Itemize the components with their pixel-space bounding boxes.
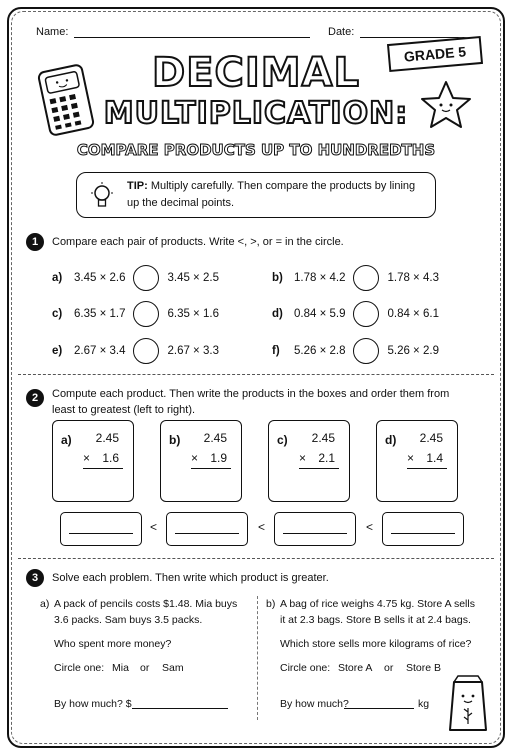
- left-expression: 6.35 × 1.7: [74, 308, 126, 320]
- problem-b-text-1: A bag of rice weighs 4.75 kg. Store A sells: [280, 598, 475, 610]
- factor-2: 1.4: [426, 451, 443, 465]
- problem-b-circle-label: Circle one:: [280, 662, 331, 674]
- answer-circle[interactable]: [353, 301, 379, 327]
- order-box[interactable]: [274, 512, 356, 546]
- order-box[interactable]: [60, 512, 142, 546]
- times-sign: ×: [83, 451, 91, 465]
- right-expression: 6.35 × 1.6: [167, 308, 219, 320]
- right-expression: 0.84 × 6.1: [387, 308, 439, 320]
- or-text: or: [384, 662, 394, 674]
- problem-a-text-2: 3.6 packs. Sam buys 3.5 packs.: [54, 614, 203, 626]
- section-3-number: 3: [26, 569, 44, 587]
- option-store-b[interactable]: Store B: [406, 662, 442, 674]
- name-field[interactable]: [74, 37, 310, 38]
- left-expression: 1.78 × 4.2: [294, 272, 346, 284]
- tip-label: TIP:: [127, 180, 148, 192]
- lightbulb-icon: [89, 181, 115, 211]
- answer-line: [407, 468, 447, 469]
- option-store-a[interactable]: Store A: [338, 662, 373, 674]
- factor-1: 2.45: [419, 431, 443, 445]
- tip-text: Multiply carefully. Then compare the products by lining up the decimal points.: [127, 180, 416, 209]
- rice-bag-icon: [444, 672, 492, 736]
- option-sam[interactable]: Sam: [162, 662, 184, 674]
- box-label: c): [277, 433, 288, 447]
- problem-b-label: b): [266, 598, 276, 610]
- less-than-sign: <: [366, 520, 374, 534]
- order-box[interactable]: [166, 512, 248, 546]
- title-line-1: DECIMAL: [151, 50, 360, 96]
- grade-badge: GRADE 5: [387, 36, 483, 72]
- section-divider: [18, 374, 494, 375]
- item-label: f): [272, 345, 280, 357]
- factor-1: 2.45: [95, 431, 119, 445]
- tip-box: [76, 172, 436, 218]
- or-text: or: [140, 662, 150, 674]
- less-than-sign: <: [150, 520, 158, 534]
- compare-item: [272, 337, 439, 365]
- right-expression: 3.45 × 2.5: [167, 272, 219, 284]
- factor-1: 2.45: [311, 431, 335, 445]
- answer-line: [191, 468, 231, 469]
- box-label: b): [169, 433, 181, 447]
- factor-2: 1.9: [210, 451, 227, 465]
- section-1-number: 1: [26, 233, 44, 251]
- times-sign: ×: [191, 451, 199, 465]
- box-label: a): [61, 433, 72, 447]
- problem-b-question: Which store sells more kilograms of rice?: [280, 638, 472, 650]
- multiplication-box[interactable]: [268, 420, 350, 502]
- factor-2: 2.1: [318, 451, 335, 465]
- section-2-instruction: Compute each product. Then write the products in the boxes and order them from least to greatest (left to right).: [52, 388, 450, 416]
- date-label: Date:: [328, 26, 355, 38]
- option-mia[interactable]: Mia: [112, 662, 129, 674]
- answer-blank[interactable]: [344, 708, 414, 709]
- factor-2: 1.6: [102, 451, 119, 465]
- item-label: c): [52, 308, 63, 320]
- less-than-sign: <: [258, 520, 266, 534]
- title-line-2: MULTIPLICATION:: [103, 96, 409, 131]
- answer-circle[interactable]: [353, 265, 379, 291]
- compare-item: [272, 300, 439, 328]
- compare-item: [52, 264, 219, 292]
- factor-1: 2.45: [203, 431, 227, 445]
- problem-b-how-much: By how much?: [280, 698, 349, 710]
- answer-line: [299, 468, 339, 469]
- times-sign: ×: [407, 451, 415, 465]
- column-divider: [257, 596, 258, 720]
- answer-line: [83, 468, 123, 469]
- answer-blank[interactable]: [132, 708, 228, 709]
- problem-a-circle-label: Circle one:: [54, 662, 105, 674]
- order-box[interactable]: [382, 512, 464, 546]
- left-expression: 5.26 × 2.8: [294, 345, 346, 357]
- section-1-instruction: Compare each pair of products. Write <, >, or = in the circle.: [52, 236, 344, 248]
- multiplication-box[interactable]: [160, 420, 242, 502]
- problem-a-text-1: A pack of pencils costs $1.48. Mia buys: [54, 598, 238, 610]
- item-label: b): [272, 272, 283, 284]
- multiplication-box[interactable]: [52, 420, 134, 502]
- right-expression: 1.78 × 4.3: [387, 272, 439, 284]
- problem-a-how-much: By how much? $: [54, 698, 132, 710]
- item-label: e): [52, 345, 63, 357]
- box-label: d): [385, 433, 397, 447]
- name-label: Name:: [36, 26, 69, 38]
- answer-circle[interactable]: [133, 301, 159, 327]
- compare-item: [52, 300, 219, 328]
- problem-a-question: Who spent more money?: [54, 638, 172, 650]
- item-label: d): [272, 308, 283, 320]
- subtitle: COMPARE PRODUCTS UP TO HUNDREDTHS: [76, 141, 436, 159]
- answer-circle[interactable]: [133, 338, 159, 364]
- multiplication-box[interactable]: [376, 420, 458, 502]
- right-expression: 5.26 × 2.9: [387, 345, 439, 357]
- problem-b-text-2: it at 2.3 bags. Store B sells it at 2.4 bags.: [280, 614, 471, 626]
- section-2-number: 2: [26, 389, 44, 407]
- item-label: a): [52, 272, 63, 284]
- right-expression: 2.67 × 3.3: [167, 345, 219, 357]
- left-expression: 3.45 × 2.6: [74, 272, 126, 284]
- answer-circle[interactable]: [353, 338, 379, 364]
- section-3-instruction: Solve each problem. Then write which product is greater.: [52, 572, 329, 584]
- compare-item: [272, 264, 439, 292]
- times-sign: ×: [299, 451, 307, 465]
- answer-circle[interactable]: [133, 265, 159, 291]
- left-expression: 2.67 × 3.4: [74, 345, 126, 357]
- unit-kg: kg: [418, 698, 430, 710]
- problem-a-label: a): [40, 598, 50, 610]
- section-divider: [18, 558, 494, 559]
- left-expression: 0.84 × 5.9: [294, 308, 346, 320]
- compare-item: [52, 337, 219, 365]
